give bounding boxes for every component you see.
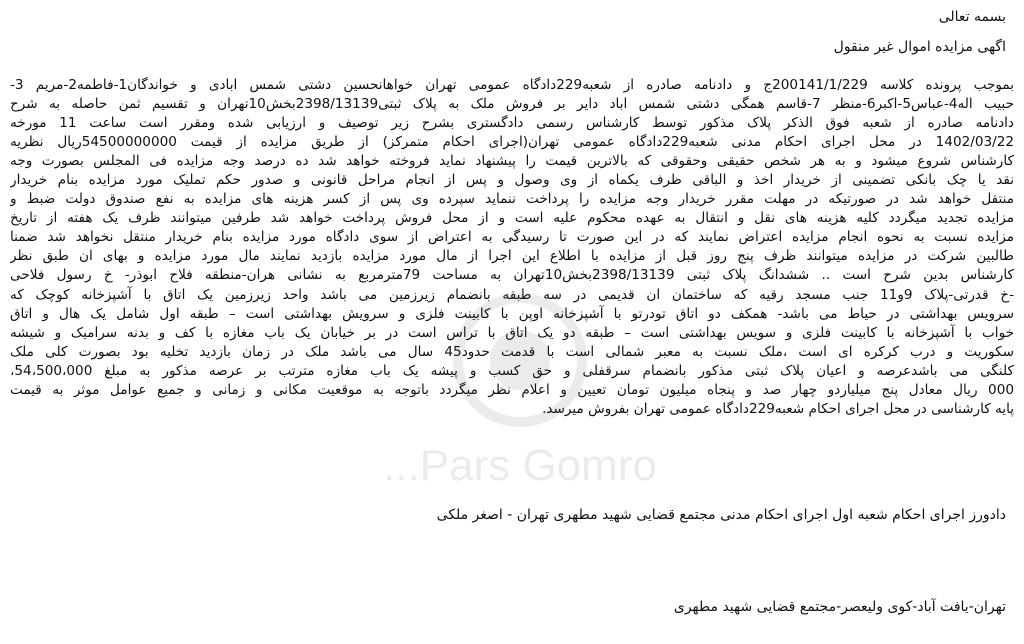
body-line: نقد یا چک بانکی تضمینی از خریدار اخذ و الباقی ظرف یکماه از وی وصول و پس از انجام مراحل قانونی و صدور حکم تملیک مورد مزایده بنام خریدار xyxy=(10,172,1014,189)
body-line: مزایده تجدید میگردد کلیه هزینه های نقل و انتقال به عهده محکوم علیه است و از محل فروش پرداخت خواهد شد طرفین میتوانند ظرف یک هفته از تاریخ xyxy=(10,210,1014,227)
body-line: سرویس بهداشتی در حیاط می باشد- همکف دو اتاق تودرتو با آشپزخانه اوپن با کابینت فلزی و سرویش بهداشتی است – طبقه اول شامل یک هال و اتاق xyxy=(10,305,1014,322)
body-line: بموجب پرونده کلاسه 200141/1/229ج و دادنامه صادره از شعبه229دادگاه عمومی تهران خواهانحسین دشتی شمس ابادی و خواندگان1-فاطمه2-مریم 3- xyxy=(10,77,1014,93)
body-line: -خ قدرتی-پلاک 9و11 جنب مسجد رقیه که ساختمان ان قدیمی در سه طبقه بانضمام زیرزمین می باشد واحد زیرزمین یک اتاق با آشپزخانه کوچک که xyxy=(10,286,1014,303)
body-line: پایه کارشناسی در محل اجرای احکام شعبه229دادگاه عمومی تهران بفروش میرسد. xyxy=(542,400,1014,417)
body-line: دادنامه صادره از شعبه فوق الذکر پلاک مذکور توسط کارشناس رسمی دادگستری بشرح زیر توصیف و ارزیابی شده ومقرر است ساعت 11 مورخه xyxy=(10,115,1014,132)
svg-text:Pars Gomro...: Pars Gomro... xyxy=(383,441,657,490)
footer-address: تهران-یافت آباد-کوی ولیعصر-مجتمع قضایی شهید مطهری xyxy=(673,599,1006,615)
body-line: منتقل خواهد شد در صورتیکه در مهلت مقرر خریدار وجه مزایده را پرداخت ننماید سپرده وی پس از کسر هزینه های مزایده به نفع صندوق دولت ضبط و xyxy=(10,191,1014,208)
body-line: 000 ریال معادل پنج میلیاردو چهار صد و پنجاه میلیون تومان تعیین و اعلام نظر میگردد باتوجه به موقعیت مکانی و زمانی و جمیع عوامل موثر به قیمت xyxy=(10,381,1014,398)
body-line: حبیب اله4-عباس5-اکبر6-منظر 7-قاسم همگی دشتی شمس اباد دایر بر فروش ملک به پلاک ثبتی2398/13139بخش10تهران و تقسیم ثمن حاصله به شرح xyxy=(10,96,1014,113)
body-line: سکوریت و درب کرکره ای است ،ملک نسبت به معبر شمالی است با قدمت حدود45 سال می باشد ملک در زمان بازدید تخلیه بود بصورت کلی ملک xyxy=(10,343,1014,360)
body-line: کارشناس بدین شرح است .. ششدانگ پلاک ثبتی 2398/13139بخش10تهران به مساحت 79مترمربع به نشانی هران-منطقه فلاح ابوذر- خ رسول فلاحی xyxy=(10,267,1014,284)
body-line: کلنگی می باشدعرصه و اعیان پلاک ثبتی مذکور بانضمام سرقفلی و حق کسب و پیشه یک باب مغازه مترتب بر عرصه مذکور به مبلغ 54،500،000، xyxy=(10,362,1014,379)
body-line: کارشناس شروع میشود و به هر شخص حقیقی وحقوقی که بالاترین قیمت را پیشنهاد نماید فروخته خواهد شد ده درصد وجه مزایده فی المجلس بصورت وجه xyxy=(10,153,1014,170)
body-line: طالبین شرکت در مزایده میتوانند ظرف پنج روز قبل از مزایده با اطلاع این اجرا از مال مورد مزایده بازدید نمایند مال مورد مزایده و بهای ان طبق نظر xyxy=(10,248,1014,265)
body-line: 1402/03/22 در محل اجرای احکام مدنی شعبه229دادگاه عمومی تهران(اجرای احکام متمرکز) از طریق مزایده از قیمت 54500000000ریال نظریه xyxy=(10,134,1014,151)
bismillah-heading: بسمه تعالی xyxy=(938,9,1006,25)
notice-body xyxy=(10,76,1014,419)
notice-title: اگهی مزایده اموال غیر منقول xyxy=(833,39,1006,55)
body-line: خواب با آشپزخانه با کابینت فلزی و سویس بهداشتی است – طبقه دو یک اتاق با تراس است در بر خیابان یک باب مغازه با کف و بدنه سرامیک و شیشه xyxy=(10,324,1014,341)
body-line: مزایده نسبت به نحوه انجام مزایده اعتراض نمایند که در این صورت تا رسیدگی به اعتراض از سوی دادگاه مورد مزایده بنام خریدار منتقل نخواهد شد ضمنا xyxy=(10,229,1014,246)
signature-line: دادورز اجرای احکام شعبه اول اجرای احکام مدنی مجتمع قضایی شهید مطهری تهران - اصغر ملکی xyxy=(436,507,1006,523)
